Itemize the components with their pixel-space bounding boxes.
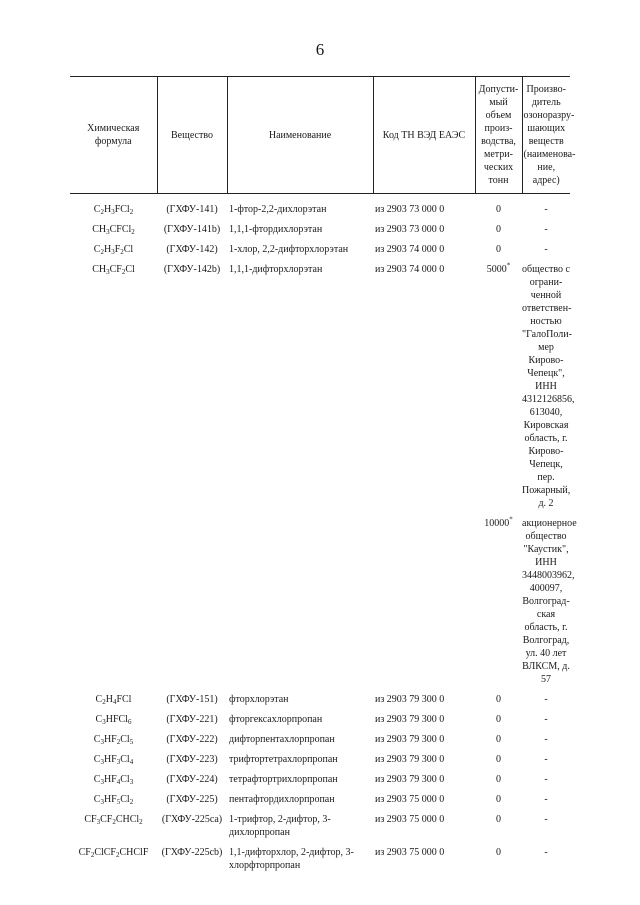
cell-code: из 2903 79 300 0 [375,694,445,705]
cell-name: 1,1,1-фтордихлорэтан [229,224,323,235]
cell-formula [70,516,157,692]
table-row [70,792,570,812]
cell-code [373,516,475,692]
cell-name: фторгексахлорпропан [229,714,323,725]
table-row [70,692,570,712]
cell-volume: 10000* [484,515,513,529]
cell-producer: общество с ограни-ченной ответствен-ностью "ГалоПоли-мер Кирово-Чепецк", ИНН 4312126856, 613040, Кировская область, г. Кирово-Чепецк, пер. Пожарный, д. 2 [522,264,575,509]
cell-code: из 2903 73 000 0 [375,224,445,235]
cell-formula: $C_2H_4FCl$ [95,694,132,706]
cell-substance: (ГХФУ-223) [166,754,218,765]
header-formula: Химическая формула [70,77,157,194]
cell-substance: (ГХФУ-225) [166,794,218,805]
cell-volume: 0 [496,814,501,825]
cell-volume: 0 [496,847,501,858]
cell-volume: 0 [496,714,501,725]
cell-code: из 2903 75 000 0 [375,794,445,805]
cell-substance: (ГХФУ-141b) [163,224,221,235]
cell-producer: - [544,734,548,745]
cell-producer: акционерное общество "Каустик", ИНН 3448003962, 400097, Волгоград-ская область, г. Волгоград, ул. 40 лет ВЛКСМ, д. 57 [522,518,577,685]
header-volume: Допусти-мый объем произ-водства, метри-ческих тонн [475,77,522,194]
cell-substance [157,516,227,692]
cell-producer: - [544,814,548,825]
table-row [70,812,570,845]
header-producer: Произво-дитель озоноразру-шающих веществ (наименова-ние, адрес) [522,77,570,194]
cell-producer: - [544,714,548,725]
cell-code: из 2903 74 000 0 [375,264,445,275]
table-row [70,194,570,223]
cell-producer: - [544,244,548,255]
cell-substance: (ГХФУ-225ca) [161,814,223,825]
cell-substance: (ГХФУ-222) [166,734,218,745]
cell-formula: $C_3HF_3Cl_4$ [93,754,134,766]
cell-name: 1-хлор, 2,2-дифторхлорэтан [229,244,349,255]
cell-name: пентафтордихлорпропан [229,794,335,805]
cell-volume: 0 [496,204,501,215]
cell-substance: (ГХФУ-221) [166,714,218,725]
header-row [70,77,570,194]
cell-code: из 2903 75 000 0 [375,847,445,858]
cell-code: из 2903 79 300 0 [375,774,445,785]
table-row [70,772,570,792]
cell-code: из 2903 75 000 0 [375,814,445,825]
cell-name: 1-фтор-2,2-дихлорэтан [229,204,327,215]
cell-name: тетрафтортрихлорпропан [229,774,338,785]
cell-code: из 2903 74 000 0 [375,244,445,255]
cell-producer: - [544,774,548,785]
page-number: 6 [315,40,325,59]
cell-volume: 0 [496,794,501,805]
cell-formula: $CH_3CF_2Cl$ [92,264,135,276]
cell-name: дифторпентахлорпропан [229,734,335,745]
cell-producer: - [544,794,548,805]
table-row [70,222,570,242]
cell-name: 1,1-дифторхлор, 2-дифтор, 3-хлорфторпропан [229,847,354,871]
table-row [70,845,570,878]
header-code: Код ТН ВЭД ЕАЭС [373,77,475,194]
cell-volume: 5000* [486,261,511,275]
cell-producer: - [544,204,548,215]
cell-volume: 0 [496,224,501,235]
substances-table [70,76,577,878]
cell-substance: (ГХФУ-141) [166,204,218,215]
cell-volume: 0 [496,694,501,705]
table-row [70,262,570,516]
cell-name: трифтортетрахлорпропан [229,754,338,765]
table-row [70,712,570,732]
header-substance: Вещество [157,77,227,194]
cell-name: фторхлорэтан [229,694,289,705]
cell-producer: - [544,694,548,705]
cell-formula: $C_3HF_5Cl_2$ [93,794,134,806]
cell-volume: 0 [496,244,501,255]
cell-formula: $CH_3CFCl_2$ [92,224,135,236]
cell-substance: (ГХФУ-142) [166,244,218,255]
cell-name: 1,1,1-дифторхлорэтан [229,264,323,275]
cell-producer: - [544,754,548,765]
cell-formula: $CF_3CF_2CHCl_2$ [84,814,143,826]
cell-formula: $CF_2ClCF_2CHClF$ [78,847,149,859]
cell-formula: $C_2H_3FCl_2$ [93,204,134,216]
table-row [70,516,570,692]
cell-substance: (ГХФУ-224) [166,774,218,785]
cell-code: из 2903 79 300 0 [375,734,445,745]
cell-formula: $C_3HF_2Cl_5$ [93,734,134,746]
cell-producer: - [544,224,548,235]
cell-volume: 0 [496,774,501,785]
cell-substance: (ГХФУ-142b) [163,264,221,275]
cell-name: 1-трифтор, 2-дифтор, 3-дихлорпропан [229,814,331,838]
cell-producer: - [544,847,548,858]
table-row [70,732,570,752]
cell-formula: $C_3HFCl_6$ [95,714,132,726]
cell-substance: (ГХФУ-151) [166,694,218,705]
table-row [70,752,570,772]
cell-code: из 2903 73 000 0 [375,204,445,215]
header-name: Наименование [227,77,373,194]
table-row [70,242,570,262]
cell-formula: $C_3HF_4Cl_3$ [93,774,134,786]
cell-volume: 0 [496,734,501,745]
cell-volume: 0 [496,754,501,765]
cell-name [227,516,373,692]
cell-code: из 2903 79 300 0 [375,714,445,725]
cell-code: из 2903 79 300 0 [375,754,445,765]
cell-substance: (ГХФУ-225cb) [161,847,223,858]
cell-formula: $C_2H_3F_2Cl$ [93,244,134,256]
